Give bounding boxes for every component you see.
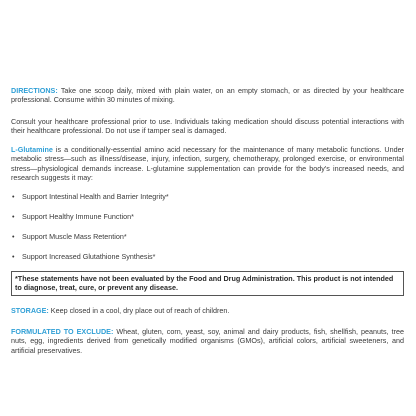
directions-label: DIRECTIONS: (11, 86, 58, 95)
formulated-to-exclude-label: FORMULATED TO EXCLUDE: (11, 326, 114, 336)
fda-disclaimer-box (11, 271, 404, 296)
consult-text: Consult your healthcare professional prior to use. Individuals taking medication should discuss potential interactions with their healthcare professional. Do not use if tamper seal is damaged. (11, 116, 404, 135)
list-item: • Support Muscle Mass Retention* (11, 232, 404, 241)
formulated-to-exclude-paragraph (11, 327, 404, 355)
fda-disclaimer-text: *These statements have not been evaluated by the Food and Drug Administration. This product is not intended to diagnose, treat, cure, or prevent any disease. (15, 274, 394, 293)
storage-label: STORAGE: (11, 305, 49, 315)
consult-paragraph (11, 117, 404, 136)
l-glutamine-text: is a conditionally-essential amino acid necessary for the maintenance of many metabolic functions. Under metabolic stress—such as illness/disease, injury, infection, surgery, chemotherapy, prolonged exercise, or environmental stress—physiological demands increase. L-glutamine supplementation can provide for the body's increased needs, and research suggests it may: (11, 145, 404, 183)
benefits-list (11, 192, 404, 261)
formulated-to-exclude-text: Wheat, gluten, corn, yeast, soy, animal and dairy products, fish, shellfish, peanuts, tree nuts, egg, ingredients derived from genetically modified organisms (GMOs), artificial colors, artificial sweeteners, and artificial preservatives. (11, 326, 404, 355)
directions-paragraph (11, 86, 404, 105)
l-glutamine-label: L-Glutamine (11, 145, 53, 155)
storage-text: Keep closed in a cool, dry place out of reach of children. (48, 305, 230, 315)
list-item: • Support Increased Glutathione Synthesis* (11, 252, 404, 261)
product-label-text (11, 86, 404, 355)
l-glutamine-paragraph (11, 145, 404, 182)
list-item: • Support Intestinal Health and Barrier Integrity* (11, 192, 404, 201)
storage-paragraph (11, 306, 404, 315)
directions-text: Take one scoop daily, mixed with plain water, on an empty stomach, or as directed by your healthcare professional. Consume within 30 minutes of mixing. (11, 86, 404, 105)
list-item: • Support Healthy Immune Function* (11, 212, 404, 221)
